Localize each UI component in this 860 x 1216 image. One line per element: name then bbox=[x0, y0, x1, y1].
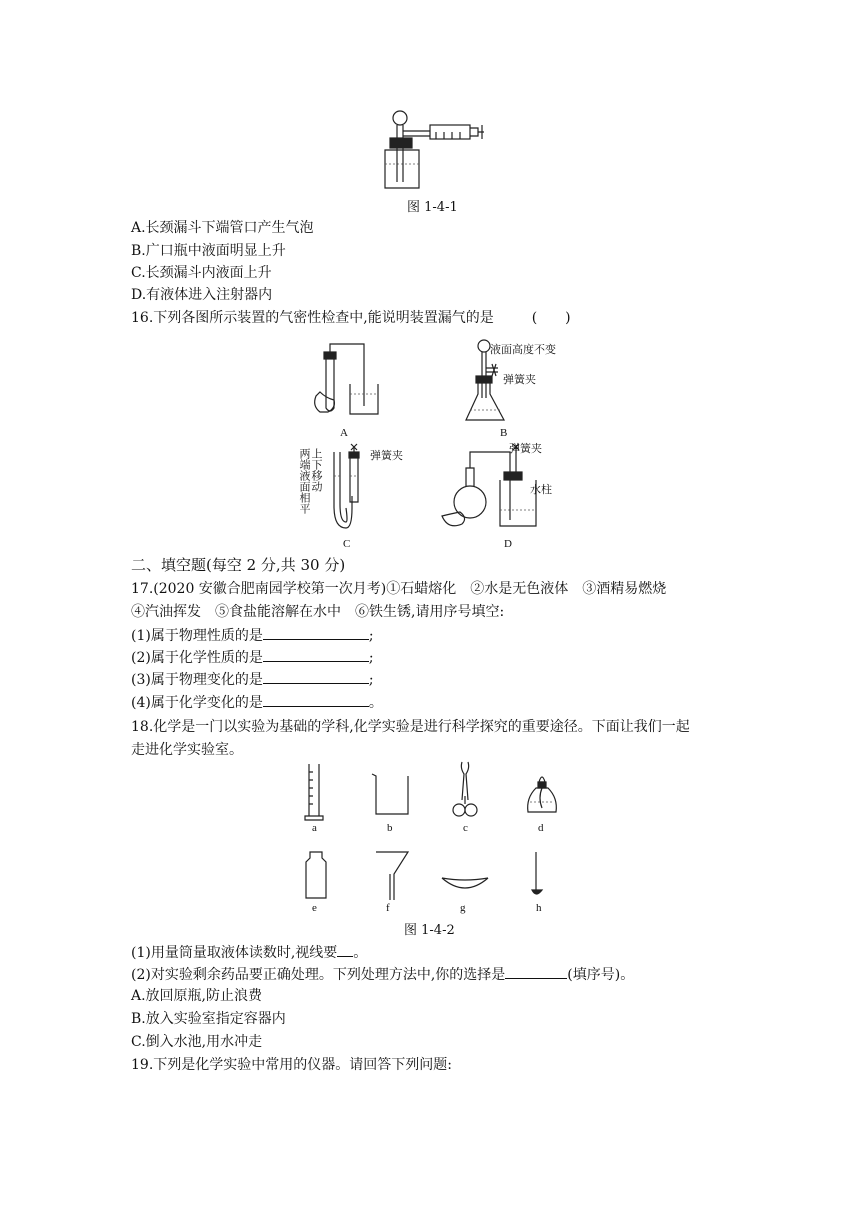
q15-option-c: C.长颈漏斗内液面上升 bbox=[131, 265, 272, 281]
instrument-label-a: a bbox=[312, 822, 317, 834]
instrument-label-h: h bbox=[536, 902, 542, 914]
q16-label-a: A bbox=[340, 427, 348, 439]
q16-stem bbox=[131, 308, 571, 328]
figure-1-4-1-caption: 图 1-4-1 bbox=[407, 200, 458, 215]
q16-b-spring-clip: 弹簧夹 bbox=[503, 373, 536, 386]
instrument-label-g: g bbox=[460, 902, 466, 914]
q17-sub-4 bbox=[131, 692, 383, 713]
q15-option-b: B.广口瓶中液面明显上升 bbox=[131, 243, 286, 259]
alcohol-lamp-icon bbox=[522, 768, 562, 820]
q17-blank-4[interactable] bbox=[263, 692, 369, 707]
funnel-icon bbox=[374, 850, 410, 902]
q17-line-2: ④汽油挥发 ⑤食盐能溶解在水中 ⑥铁生锈,请用序号填空: bbox=[131, 604, 505, 620]
q16-d-water-column: 水柱 bbox=[530, 483, 552, 496]
q19-stem: 19.下列是化学实验中常用的仪器。请回答下列问题: bbox=[131, 1057, 452, 1073]
q16-c-vertical-note bbox=[298, 448, 322, 514]
q18-blank-1[interactable] bbox=[337, 942, 353, 957]
q17-blank-2[interactable] bbox=[263, 647, 369, 662]
q17-sub-4-end: 。 bbox=[368, 695, 383, 711]
instrument-label-f: f bbox=[386, 902, 390, 914]
q17-sub-1-text: (1)属于物理性质的是 bbox=[131, 628, 263, 644]
q18-blank-2[interactable] bbox=[505, 964, 567, 979]
evaporating-dish-icon bbox=[440, 872, 490, 898]
q17-sub-4-text: (4)属于化学变化的是 bbox=[131, 695, 263, 711]
q17-sub-3-text: (3)属于物理变化的是 bbox=[131, 672, 263, 688]
q16-figure-a bbox=[306, 340, 386, 426]
combustion-spoon-icon bbox=[528, 850, 548, 902]
instrument-label-e: e bbox=[312, 902, 317, 914]
q16-b-note: 液面高度不变 bbox=[490, 343, 556, 356]
q16-answer-paren: ( ) bbox=[531, 310, 571, 326]
q16-label-d: D bbox=[504, 538, 512, 550]
q15-option-d: D.有液体进入注射器内 bbox=[131, 287, 273, 303]
q18-sub-2-end: (填序号)。 bbox=[567, 967, 635, 983]
beaker-icon bbox=[370, 772, 412, 818]
q18-line-1: 18.化学是一门以实验为基础的学科,化学实验是进行科学探究的重要途径。下面让我们一起 bbox=[131, 719, 690, 735]
q17-sub-1 bbox=[131, 625, 374, 646]
q16-d-spring-clip: 弹簧夹 bbox=[509, 442, 542, 455]
instrument-label-b: b bbox=[387, 822, 393, 834]
q18-sub-1 bbox=[131, 942, 367, 963]
q18-sub-1-end: 。 bbox=[353, 945, 368, 961]
q17-sub-2 bbox=[131, 647, 374, 668]
section-2-title: 二、填空题(每空 2 分,共 30 分) bbox=[131, 556, 346, 574]
q16-stem-text: 16.下列各图所示装置的气密性检查中,能说明装置漏气的是 bbox=[131, 310, 494, 326]
instrument-label-d: d bbox=[538, 822, 544, 834]
wide-mouth-bottle-icon bbox=[300, 850, 332, 902]
instrument-label-c: c bbox=[463, 822, 468, 834]
q17-sub-1-end: ; bbox=[368, 628, 374, 644]
q18-option-c: C.倒入水池,用水冲走 bbox=[131, 1034, 263, 1050]
graduated-cylinder-icon bbox=[303, 762, 327, 822]
q15-option-a: A.长颈漏斗下端管口产生气泡 bbox=[131, 220, 314, 236]
q16-label-c: C bbox=[343, 538, 351, 550]
q16-label-b: B bbox=[500, 427, 508, 439]
q17-sub-3 bbox=[131, 669, 374, 690]
q18-option-a: A.放回原瓶,防止浪费 bbox=[131, 988, 263, 1004]
q18-sub-2-text: (2)对实验剩余药品要正确处理。下列处理方法中,你的选择是 bbox=[131, 967, 506, 983]
figure-1-4-2-caption: 图 1-4-2 bbox=[404, 923, 455, 938]
q18-option-b: B.放入实验室指定容器内 bbox=[131, 1011, 286, 1027]
q17-line-1: 17.(2020 安徽合肥南园学校第一次月考)①石蜡熔化 ②水是无色液体 ③酒精易燃烧 bbox=[131, 581, 667, 597]
q17-blank-1[interactable] bbox=[263, 625, 369, 640]
q17-sub-3-end: ; bbox=[368, 672, 374, 688]
crucible-tongs-icon bbox=[450, 760, 480, 822]
q16-c-note-left: 两端液面相平 bbox=[298, 448, 311, 514]
q16-c-note-right: 上下移动 bbox=[310, 448, 323, 492]
q16-c-spring-clip: 弹簧夹 bbox=[370, 449, 403, 462]
q17-blank-3[interactable] bbox=[263, 669, 369, 684]
q18-line-2: 走进化学实验室。 bbox=[131, 742, 243, 758]
q18-sub-2 bbox=[131, 964, 634, 985]
q18-sub-1-text: (1)用量筒量取液体读数时,视线要 bbox=[131, 945, 338, 961]
q17-sub-2-text: (2)属于化学性质的是 bbox=[131, 650, 263, 666]
q17-sub-2-end: ; bbox=[368, 650, 374, 666]
figure-1-4-1-apparatus bbox=[370, 108, 490, 194]
